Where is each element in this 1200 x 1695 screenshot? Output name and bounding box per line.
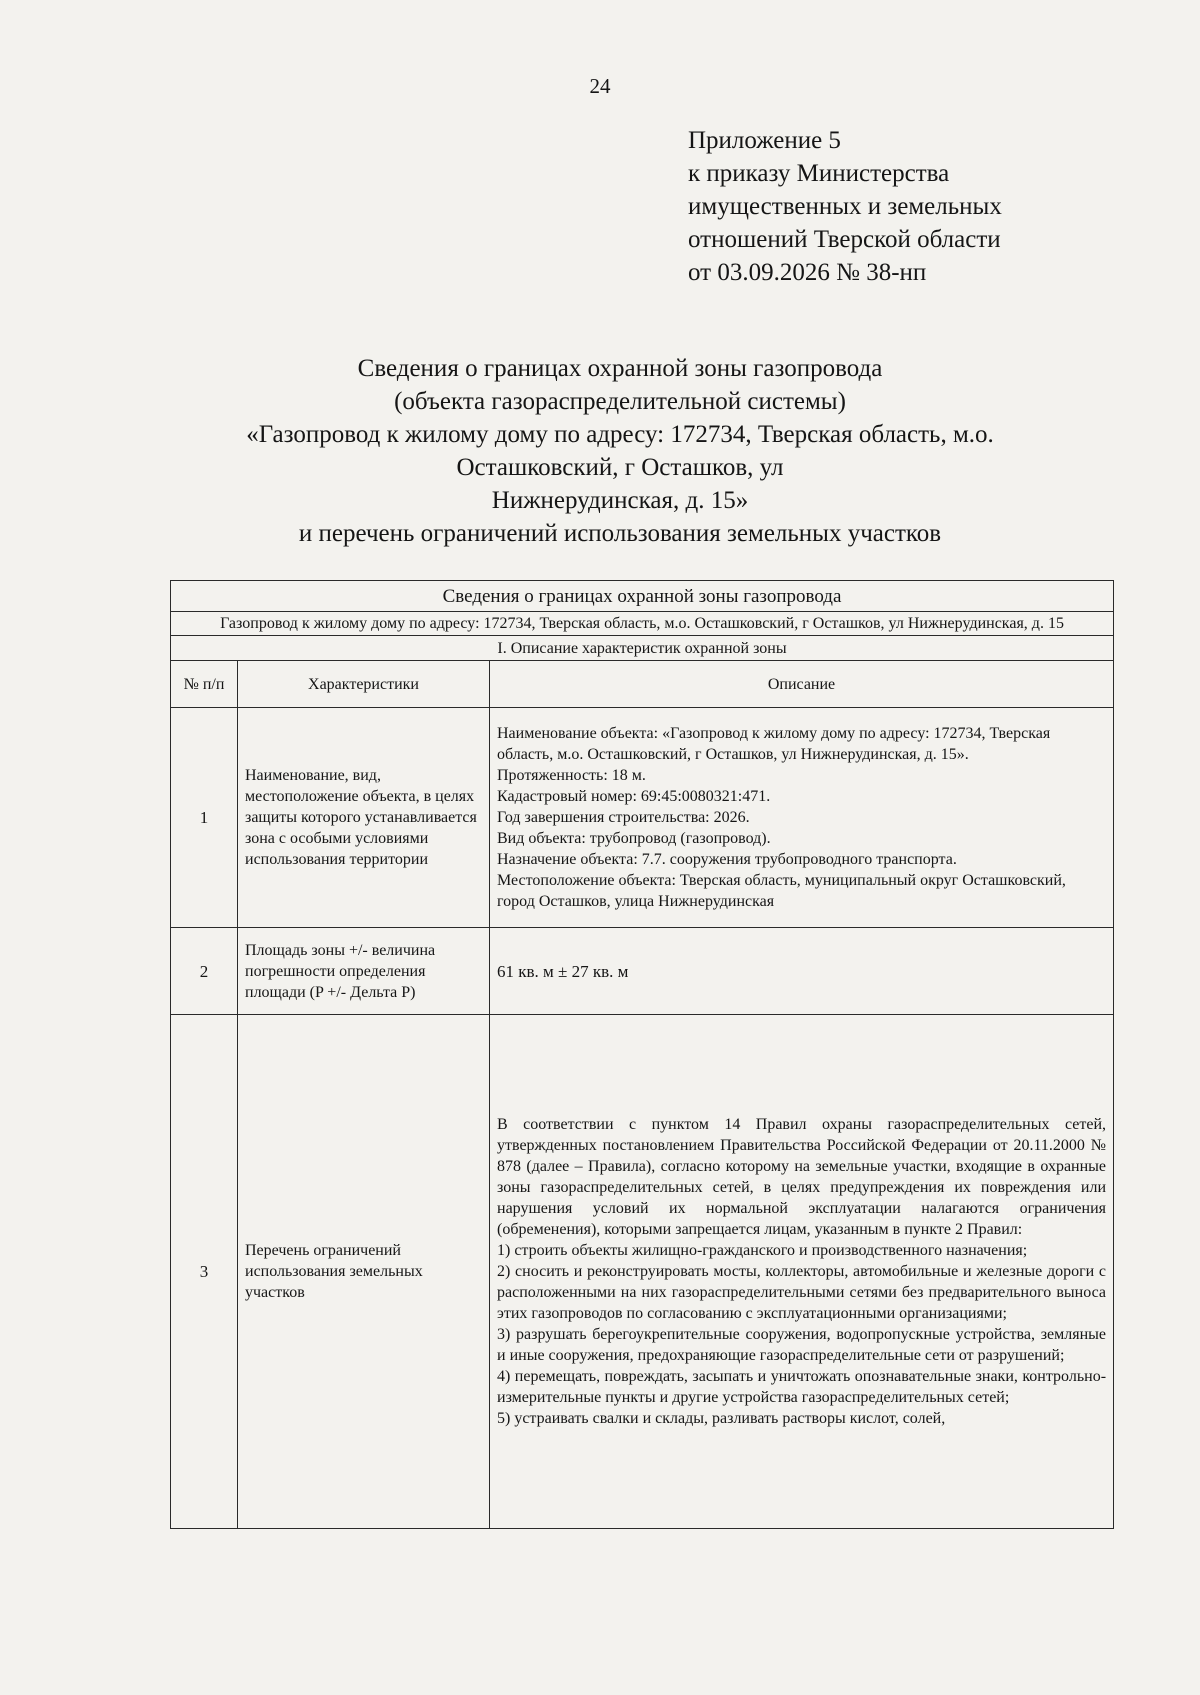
title-line: и перечень ограничений использования земельных участков: [298, 520, 942, 547]
restriction-item: 5) устраивать свалки и склады, разливать растворы кислот, солей,: [497, 1410, 946, 1427]
table-row: [171, 928, 1114, 1015]
description-line: Кадастровый номер: 69:45:0080321:471.: [497, 788, 771, 805]
description-line: Год завершения строительства: 2026.: [497, 809, 750, 826]
document-title: [120, 352, 1120, 550]
page-number: 24: [589, 74, 611, 98]
restriction-item: 1) строить объекты жилищно-гражданского и производственного назначения;: [497, 1242, 1028, 1259]
table-row: [171, 708, 1114, 928]
row-characteristic: Площадь зоны +/- величина погрешности определения площади (P +/- Дельта P): [238, 928, 490, 1015]
appendix-line: отношений Тверской области: [688, 226, 1001, 253]
description-line: Местоположение объекта: Тверская область, муниципальный округ Осташковский, город Осташков, улица Нижнерудинская: [497, 872, 1066, 910]
row-description: 61 кв. м ± 27 кв. м: [490, 928, 1114, 1015]
restriction-item: 3) разрушать берегоукрепительные сооружения, водопропускные устройства, земляные и иные сооружения, предохраняющие газораспределительные сети от разрушений;: [497, 1326, 1107, 1364]
zone-info-table: [170, 580, 1114, 1529]
appendix-line: от 03.09.2026 № 38-нп: [688, 259, 927, 286]
row-number: 2: [171, 928, 238, 1015]
row-description: [490, 1015, 1114, 1529]
restriction-intro: В соответствии с пунктом 14 Правил охраны газораспределительных сетей, утвержденных постановлением Правительства Российской Федерации от 20.11.2000 № 878 (далее – Правила), согласно которому на земельные участки, входящие в охранные зоны газораспределительных сетей, в целях предупреждения их повреждения или нарушения условий их нормальной эксплуатации налагаются ограничения (обременения), которыми запрещается лицам, указанным в пункте 2 Правил:: [497, 1116, 1107, 1238]
row-description: [490, 708, 1114, 928]
row-characteristic: Перечень ограничений использования земельных участков: [238, 1015, 490, 1529]
appendix-block: [688, 124, 1002, 289]
appendix-line: имущественных и земельных: [688, 193, 1002, 220]
column-header-characteristics: Характеристики: [238, 661, 490, 708]
column-header-num: № п/п: [171, 661, 238, 708]
row-characteristic: Наименование, вид, местоположение объекта, в целях защиты которого устанавливается зона с особыми условиями использования территории: [238, 708, 490, 928]
description-line: Наименование объекта: «Газопровод к жилому дому по адресу: 172734, Тверская область, м.о. Осташковский, г Осташков, ул Нижнерудинская, д. 15».: [497, 725, 1051, 763]
title-line: Нижнерудинская, д. 15»: [491, 487, 749, 514]
restriction-item: 2) сносить и реконструировать мосты, коллекторы, автомобильные и железные дороги с расположенными на них газораспределительными сетями без предварительного выноса этих газопроводов по согласованию с эксплуатационными организациями;: [497, 1263, 1107, 1322]
description-line: Протяженность: 18 м.: [497, 767, 646, 784]
row-number: 1: [171, 708, 238, 928]
title-line: «Газопровод к жилому дому по адресу: 172734, Тверская область, м.о.: [246, 421, 994, 448]
row-number: 3: [171, 1015, 238, 1529]
title-line: Сведения о границах охранной зоны газопровода: [357, 355, 883, 382]
restriction-item: 4) перемещать, повреждать, засыпать и уничтожать опознавательные знаки, контрольно-измерительные пункты и другие устройства газораспределительных сетей;: [497, 1368, 1107, 1406]
title-line: (объекта газораспределительной системы): [394, 388, 846, 415]
description-line: Назначение объекта: 7.7. сооружения трубопроводного транспорта.: [497, 851, 957, 868]
table-header-main: Сведения о границах охранной зоны газопровода: [171, 581, 1114, 612]
table-section-title: I. Описание характеристик охранной зоны: [171, 636, 1114, 661]
appendix-line: к приказу Министерства: [688, 160, 950, 187]
table-header-object: Газопровод к жилому дому по адресу: 172734, Тверская область, м.о. Осташковский, г Осташков, ул Нижнерудинская, д. 15: [171, 612, 1114, 636]
table-row: [171, 1015, 1114, 1529]
column-header-description: Описание: [490, 661, 1114, 708]
title-line: Осташковский, г Осташков, ул: [456, 454, 784, 481]
description-line: Вид объекта: трубопровод (газопровод).: [497, 830, 771, 847]
appendix-line: Приложение 5: [688, 127, 841, 154]
